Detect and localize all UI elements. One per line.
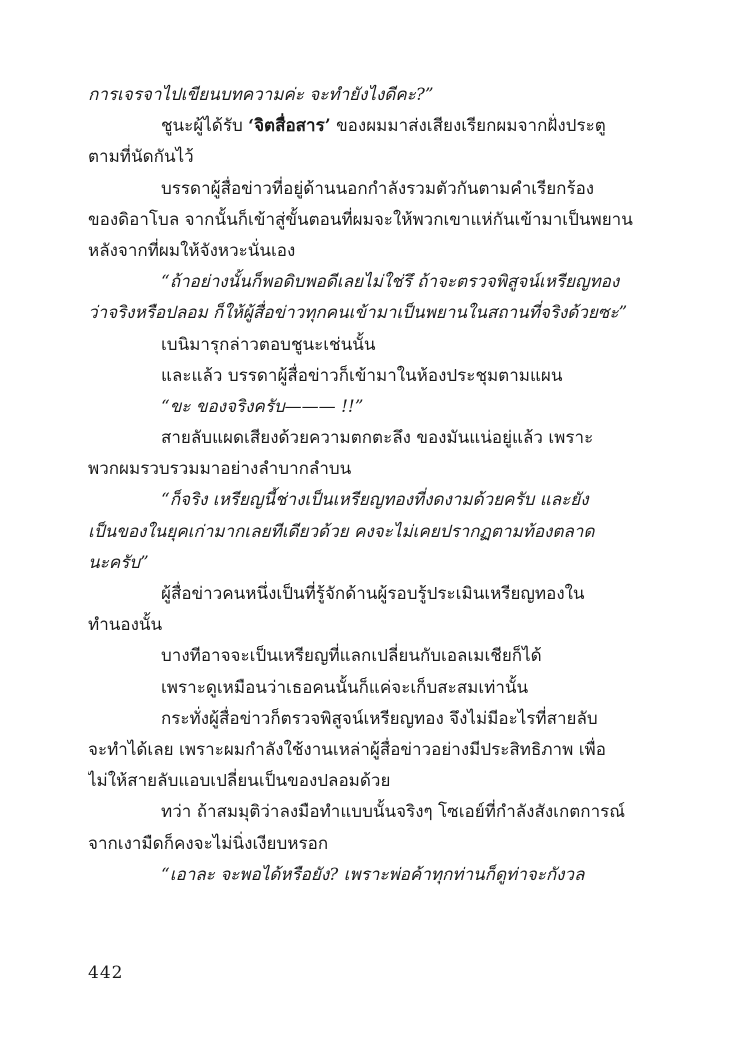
text-line: ทำนองนั้น [88, 615, 163, 636]
text-line: จากเงามืดก็คงจะไม่นิ่งเงียบหรอก [88, 833, 329, 854]
page-body [88, 80, 653, 940]
text-line: เป็นของในยุคเก่ามากเลยทีเดียวด้วย คงจะไม่เคยปรากฏตามท้องตลาด [88, 521, 595, 542]
text-line: ผู้สื่อข่าวคนหนึ่งเป็นที่รู้จักด้านผู้รอบรู้ประเมินเหรียญทองใน [161, 584, 585, 604]
text-line: บรรดาผู้สื่อข่าวที่อยู่ด้านนอกกำลังรวมตัวกันตามคำเรียกร้อง [161, 178, 595, 199]
text-line: “เอาละ จะพอได้หรือยัง? เพราะพ่อค้าทุกท่านก็ดูท่าจะกังวล [161, 864, 585, 885]
text-line [88, 111, 653, 142]
text-line: ว่าจริงหรือปลอม ก็ให้ผู้สื่อข่าวทุกคนเข้ามาเป็นพยานในสถานที่จริงด้วยซะ” [88, 303, 628, 324]
text-line: และแล้ว บรรดาผู้สื่อข่าวก็เข้ามาในห้องประชุมตามแผน [161, 365, 563, 386]
text-span: ชูนะผู้ได้รับ [161, 116, 243, 137]
text-line: “ถ้าอย่างนั้นก็พอดิบพอดีเลยไม่ใช่รึ ถ้าจะตรวจพิสูจน์เหรียญทอง [161, 272, 620, 293]
text-line: ไม่ให้สายลับแอบเปลี่ยนเป็นของปลอมด้วย [88, 771, 391, 792]
page-number: 442 [88, 963, 124, 983]
text-line: พวกผมรวบรวมมาอย่างลำบากลำบน [88, 459, 352, 480]
text-line: “ขะ ของจริงครับ——— !!” [161, 396, 364, 417]
text-line: กระทั่งผู้สื่อข่าวก็ตรวจพิสูจน์เหรียญทอง จึงไม่มีอะไรที่สายลับ [161, 708, 598, 729]
text-line: บางทีอาจจะเป็นเหรียญที่แลกเปลี่ยนกับเอลเมเชียก็ได้ [161, 646, 542, 667]
text-span: ของผมมาส่งเสียงเรียกผมจากฝั่งประตู [336, 116, 606, 137]
text-line: สายลับแผดเสียงด้วยความตกตะลึง ของมันแน่อยู่แล้ว เพราะ [161, 428, 594, 449]
text-line: หลังจากที่ผมให้จังหวะนั่นเอง [88, 240, 296, 261]
text-line: นะครับ” [88, 552, 149, 573]
text-line: ของดิอาโบล จากนั้นก็เข้าสู่ขั้นตอนที่ผมจะให้พวกเขาแห่กันเข้ามาเป็นพยาน [88, 209, 633, 230]
text-line: เพราะดูเหมือนว่าเธอคนนั้นก็แค่จะเก็บสะสมเท่านั้น [161, 677, 529, 698]
emphasis-term: ‘จิตสื่อสาร’ [248, 116, 331, 137]
text-line: เบนิมารุกล่าวตอบชูนะเช่นนั้น [161, 334, 376, 355]
text-line: การเจรจาไปเขียนบทความค่ะ จะทำยังไงดีคะ?” [88, 85, 434, 105]
text-line: จะทำได้เลย เพราะผมกำลังใช้งานเหล่าผู้สื่อข่าวอย่างมีประสิทธิภาพ เพื่อ [88, 739, 606, 760]
text-line: ตามที่นัดกันไว้ [88, 147, 194, 168]
text-line: ทว่า ถ้าสมมุติว่าลงมือทำแบบนั้นจริงๆ โซเอย์ที่กำลังสังเกตการณ์ [161, 802, 626, 823]
text-line: “ก็จริง เหรียญนี้ช่างเป็นเหรียญทองที่งดงามด้วยครับ และยัง [161, 490, 589, 511]
